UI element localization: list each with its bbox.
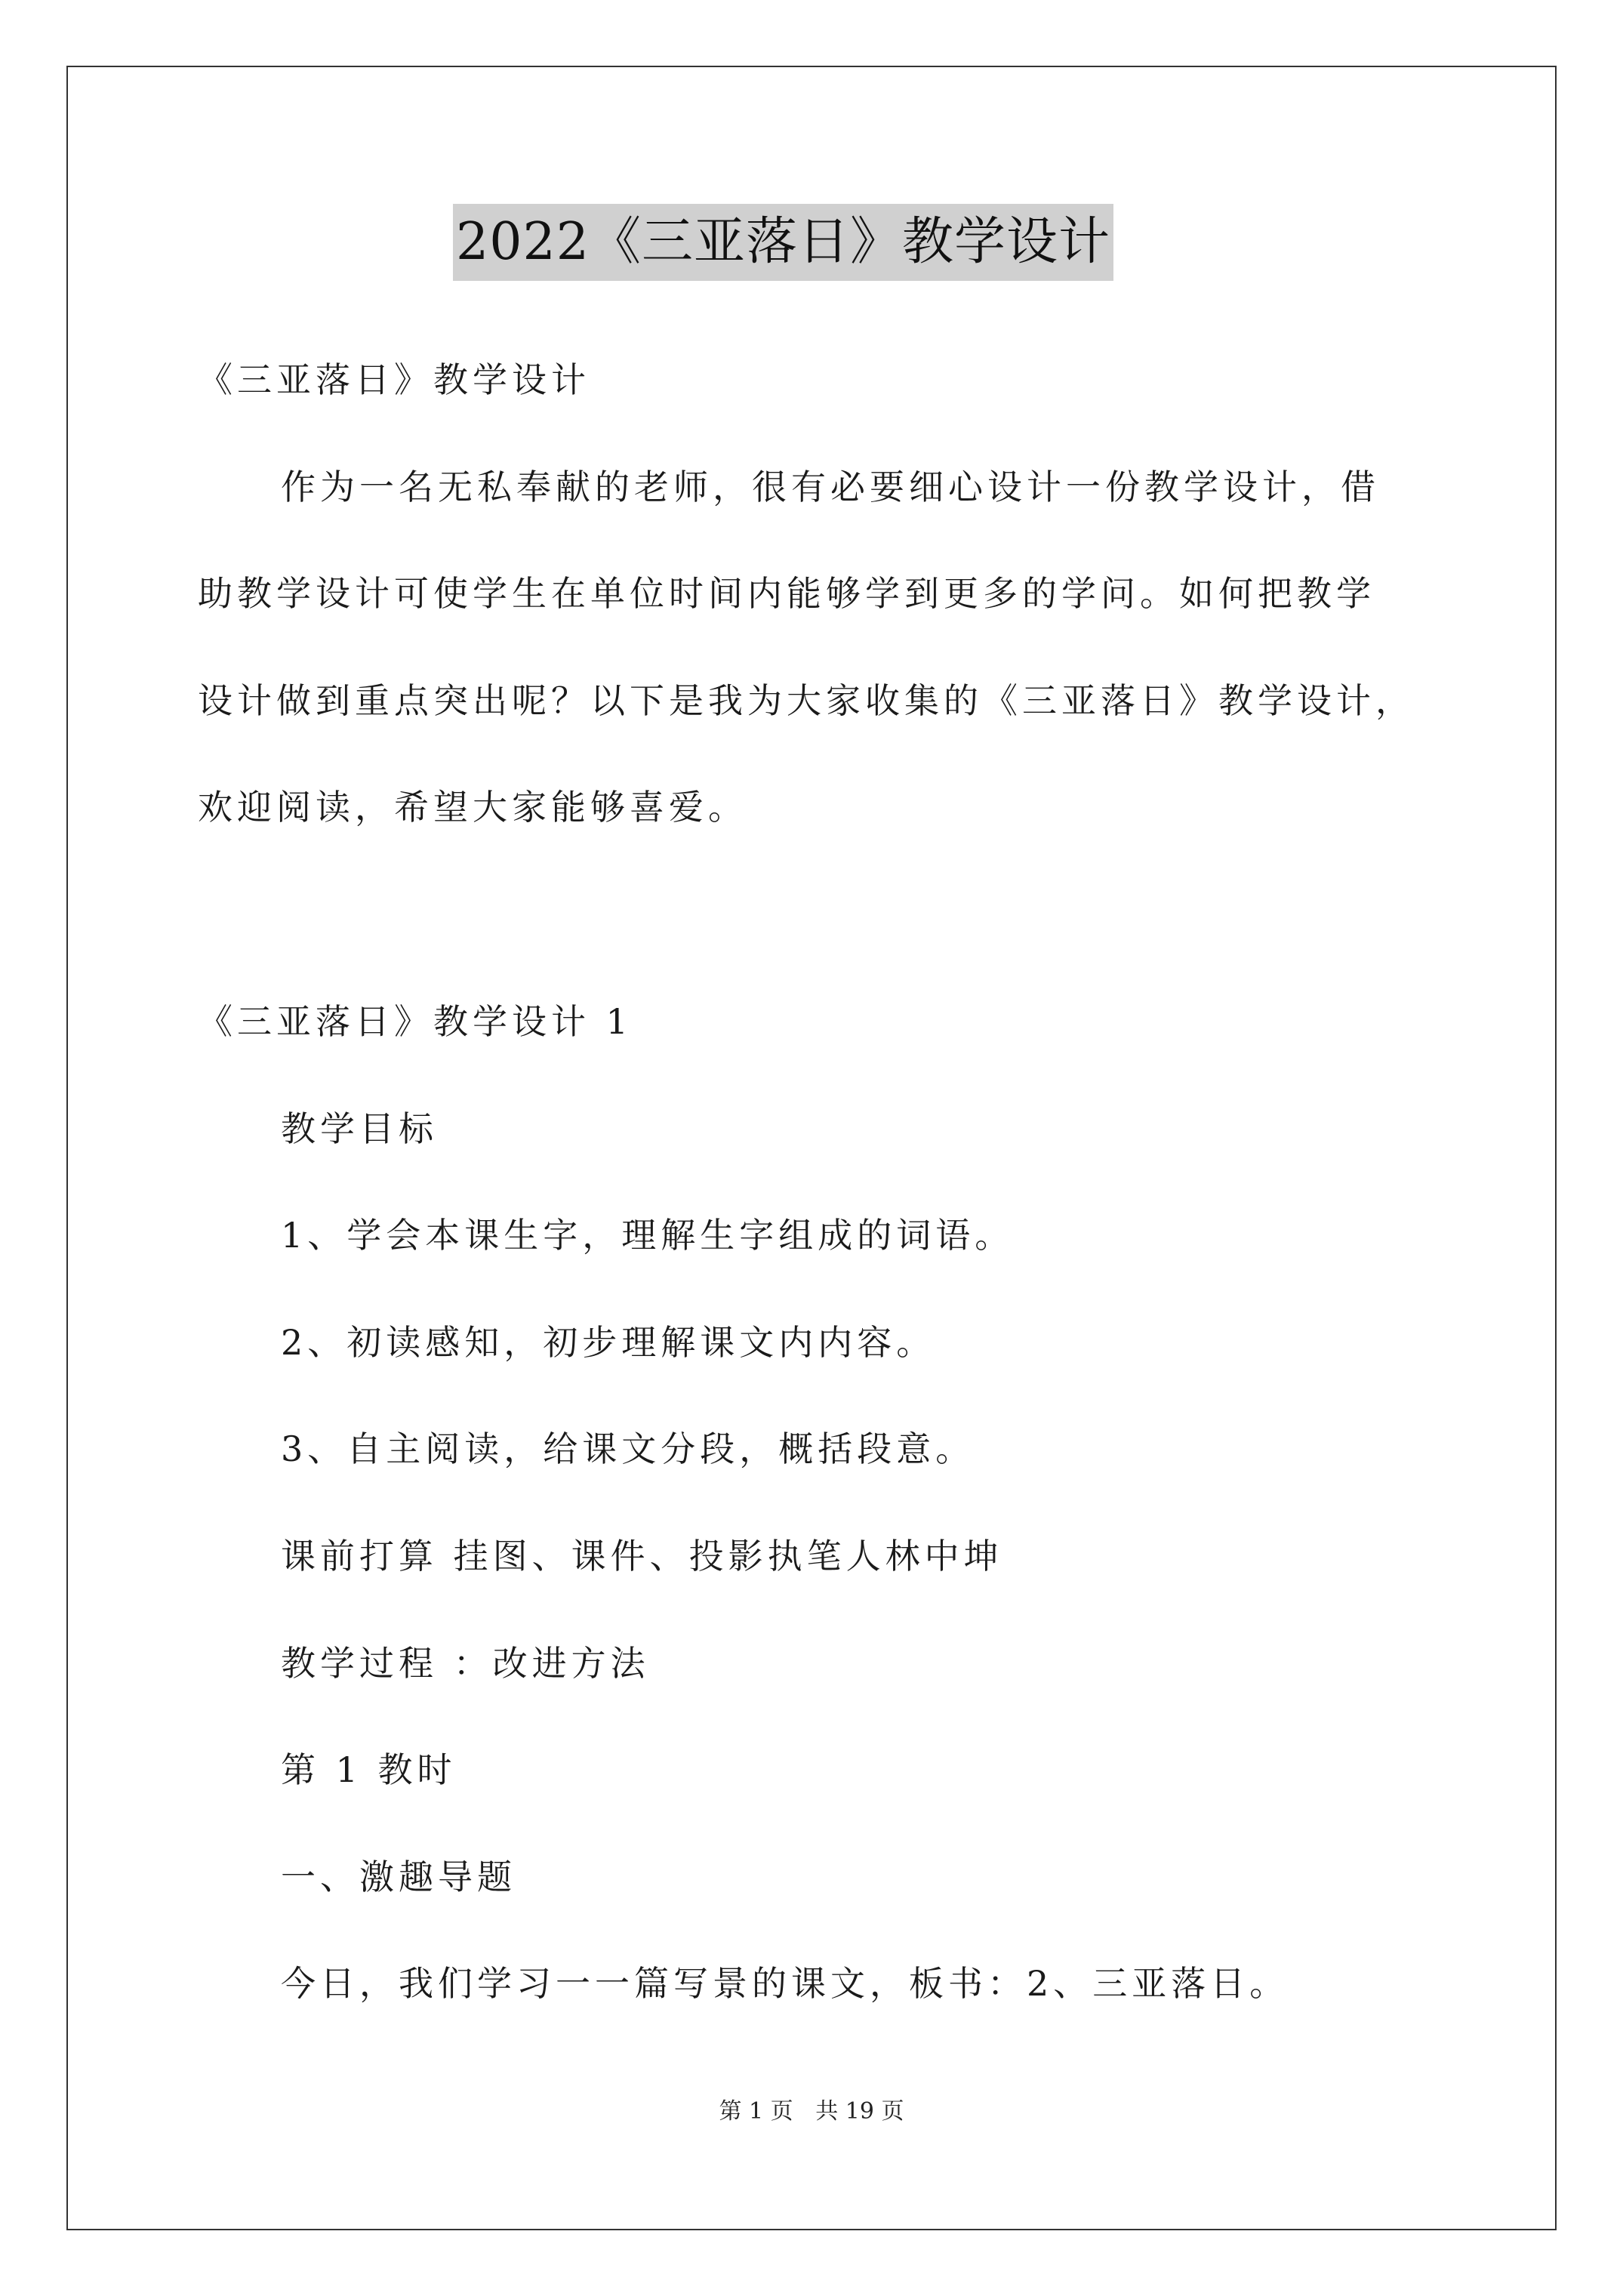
page-number: 第 1 页	[719, 2098, 793, 2125]
document-title: 2022《三亚落日》教学设计	[453, 204, 1113, 281]
intro-line-3: 设计做到重点突出呢？以下是我为大家收集的《三亚落日》教学设计，	[198, 680, 1415, 721]
intro-line-2: 助教学设计可使学生在单位时间内能够学到更多的学问。如何把教学	[198, 573, 1375, 614]
page-footer	[0, 2097, 1623, 2127]
subtitle: 《三亚落日》教学设计	[198, 359, 590, 400]
goal-item: 1、学会本课生字，理解生字组成的词语。	[281, 1215, 1015, 1256]
intro-line-1: 作为一名无私奉献的老师，很有必要细心设计一份教学设计，借	[281, 467, 1380, 507]
lesson-line: 第 1 教时	[281, 1749, 457, 1790]
goal-item: 2、初读感知，初步理解课文内内容。	[281, 1322, 936, 1363]
step-heading: 一、激趣导题	[281, 1857, 516, 1897]
page-total: 共 19 页	[815, 2098, 904, 2125]
process-line: 教学过程 ：改进方法	[281, 1643, 650, 1684]
goals-heading: 教学目标	[281, 1108, 438, 1149]
step-text: 今日，我们学习一一篇写景的课文，板书：2、三亚落日。	[281, 1963, 1289, 2004]
section-heading: 《三亚落日》教学设计 1	[198, 1001, 633, 1042]
preparation-line: 课前打算 挂图、课件、投影执笔人林中坤	[281, 1536, 1003, 1576]
goal-item: 3、自主阅读，给课文分段，概括段意。	[281, 1428, 975, 1469]
intro-line-4: 欢迎阅读，希望大家能够喜爱。	[198, 787, 747, 827]
